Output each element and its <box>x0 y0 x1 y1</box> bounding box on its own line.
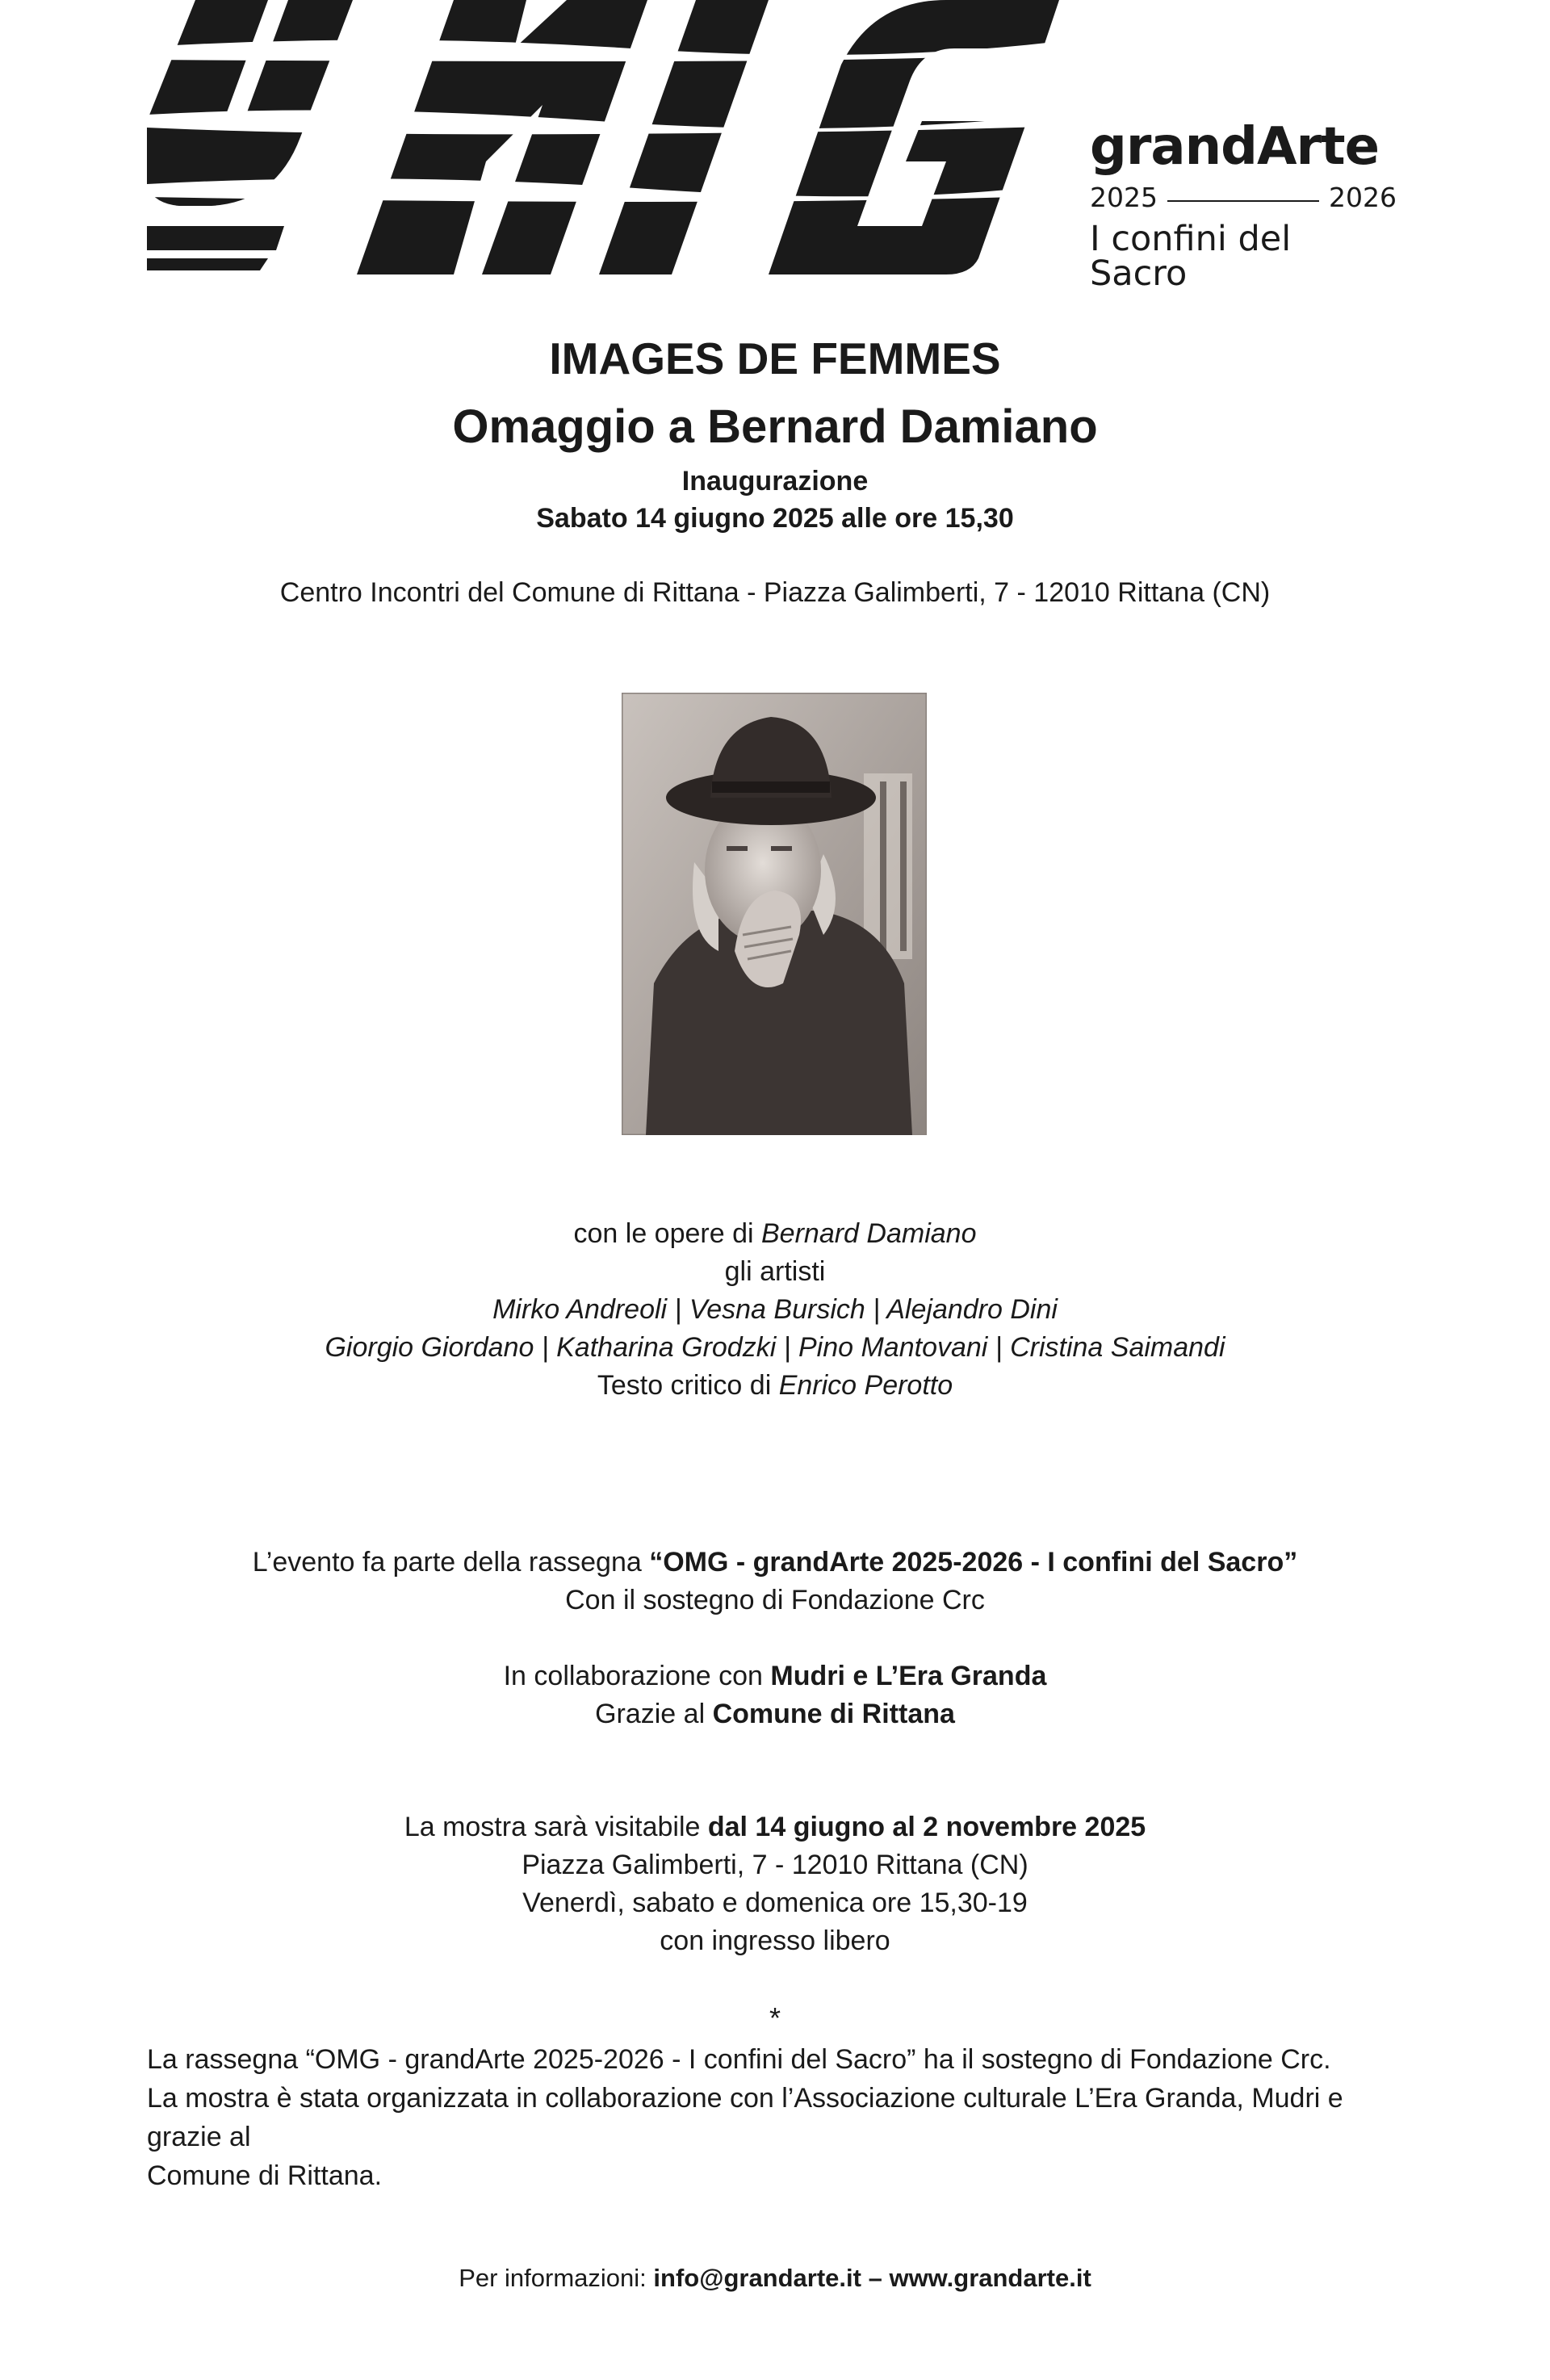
footnote-paragraph <box>147 2040 1406 2195</box>
year-divider <box>1167 200 1319 202</box>
footnote-line-3: Comune di Rittana. <box>147 2160 383 2191</box>
header <box>0 0 1550 294</box>
brand-name: grandArte <box>1090 117 1380 177</box>
brand-subtitle: I confini del Sacro <box>1090 219 1292 294</box>
credits-block <box>0 1215 1550 1405</box>
critic-prefix: Testo critico di <box>597 1370 779 1401</box>
separator-asterisk: * <box>769 2001 781 2034</box>
footnote-line-1: La rassegna “OMG - grandArte 2025-2026 - I confini del Sacro” ha il sostegno di Fondazione Crc. <box>147 2044 1331 2075</box>
series-line <box>0 1544 1550 1582</box>
contact-email-link[interactable]: info@grandarte.it <box>653 2264 861 2292</box>
info-dash: – <box>861 2264 890 2292</box>
footnote-line-2: La mostra è stata organizzata in collaborazione con l’Associazione culturale L’Era Granda, Mudri e grazie al <box>147 2083 1343 2152</box>
partners-block-2 <box>0 1657 1550 1733</box>
omg-logo <box>147 0 1067 279</box>
inauguration-label: Inaugurazione <box>681 466 869 497</box>
collaboration-line <box>0 1657 1550 1695</box>
partners-block-1 <box>0 1544 1550 1619</box>
credits-line-2: gli artisti <box>724 1256 826 1287</box>
event-title: IMAGES DE FEMMES <box>549 333 1001 383</box>
artists-line-2 <box>0 1329 1550 1367</box>
artists-line-1 <box>0 1291 1550 1329</box>
featured-artist: Bernard Damiano <box>761 1218 977 1249</box>
year-start: 2025 <box>1090 182 1158 213</box>
collaboration-prefix: In collaborazione con <box>503 1661 771 1691</box>
info-prefix: Per informazioni: <box>459 2264 654 2292</box>
artist-portrait-photo <box>622 693 927 1135</box>
visit-address: Piazza Galimberti, 7 - 12010 Rittana (CN) <box>522 1850 1028 1880</box>
artists-list-1: Mirko Andreoli | Vesna Bursich | Alejandro Dini <box>492 1294 1058 1325</box>
visit-dates: dal 14 giugno al 2 novembre 2025 <box>707 1812 1146 1842</box>
visit-entry: con ingresso libero <box>660 1925 890 1956</box>
thanks-line <box>0 1695 1550 1733</box>
credits-line-1 <box>0 1215 1550 1253</box>
venue-address: Centro Incontri del Comune di Rittana - Piazza Galimberti, 7 - 12010 Rittana (CN) <box>279 577 1271 608</box>
visit-dates-line <box>0 1808 1550 1846</box>
support-line: Con il sostegno di Fondazione Crc <box>565 1585 985 1615</box>
contact-info <box>0 2264 1550 2293</box>
year-end: 2026 <box>1329 182 1397 213</box>
credits-line-1-prefix: con le opere di <box>573 1218 761 1249</box>
artists-list-2: Giorgio Giordano | Katharina Grodzki | Pino Mantovani | Cristina Saimandi <box>325 1332 1225 1363</box>
website-link[interactable]: www.grandarte.it <box>889 2264 1091 2292</box>
brand-years <box>1090 184 1397 211</box>
inauguration-date: Sabato 14 giugno 2025 alle ore 15,30 <box>536 503 1014 534</box>
visit-block <box>0 1808 1550 1960</box>
thanks-prefix: Grazie al <box>595 1699 713 1729</box>
visit-hours: Venerdì, sabato e domenica ore 15,30-19 <box>522 1888 1028 1918</box>
series-name: “OMG - grandArte 2025-2026 - I confini del Sacro” <box>649 1547 1298 1578</box>
series-prefix: L’evento fa parte della rassegna <box>252 1547 650 1578</box>
visit-prefix: La mostra sarà visitabile <box>404 1812 708 1842</box>
critic-line <box>0 1367 1550 1405</box>
critic-name: Enrico Perotto <box>778 1370 953 1401</box>
grandarte-brand <box>1090 117 1397 294</box>
collaboration-partners: Mudri e L’Era Granda <box>770 1661 1047 1691</box>
event-subtitle: Omaggio a Bernard Damiano <box>452 400 1098 453</box>
thanks-name: Comune di Rittana <box>712 1699 955 1729</box>
